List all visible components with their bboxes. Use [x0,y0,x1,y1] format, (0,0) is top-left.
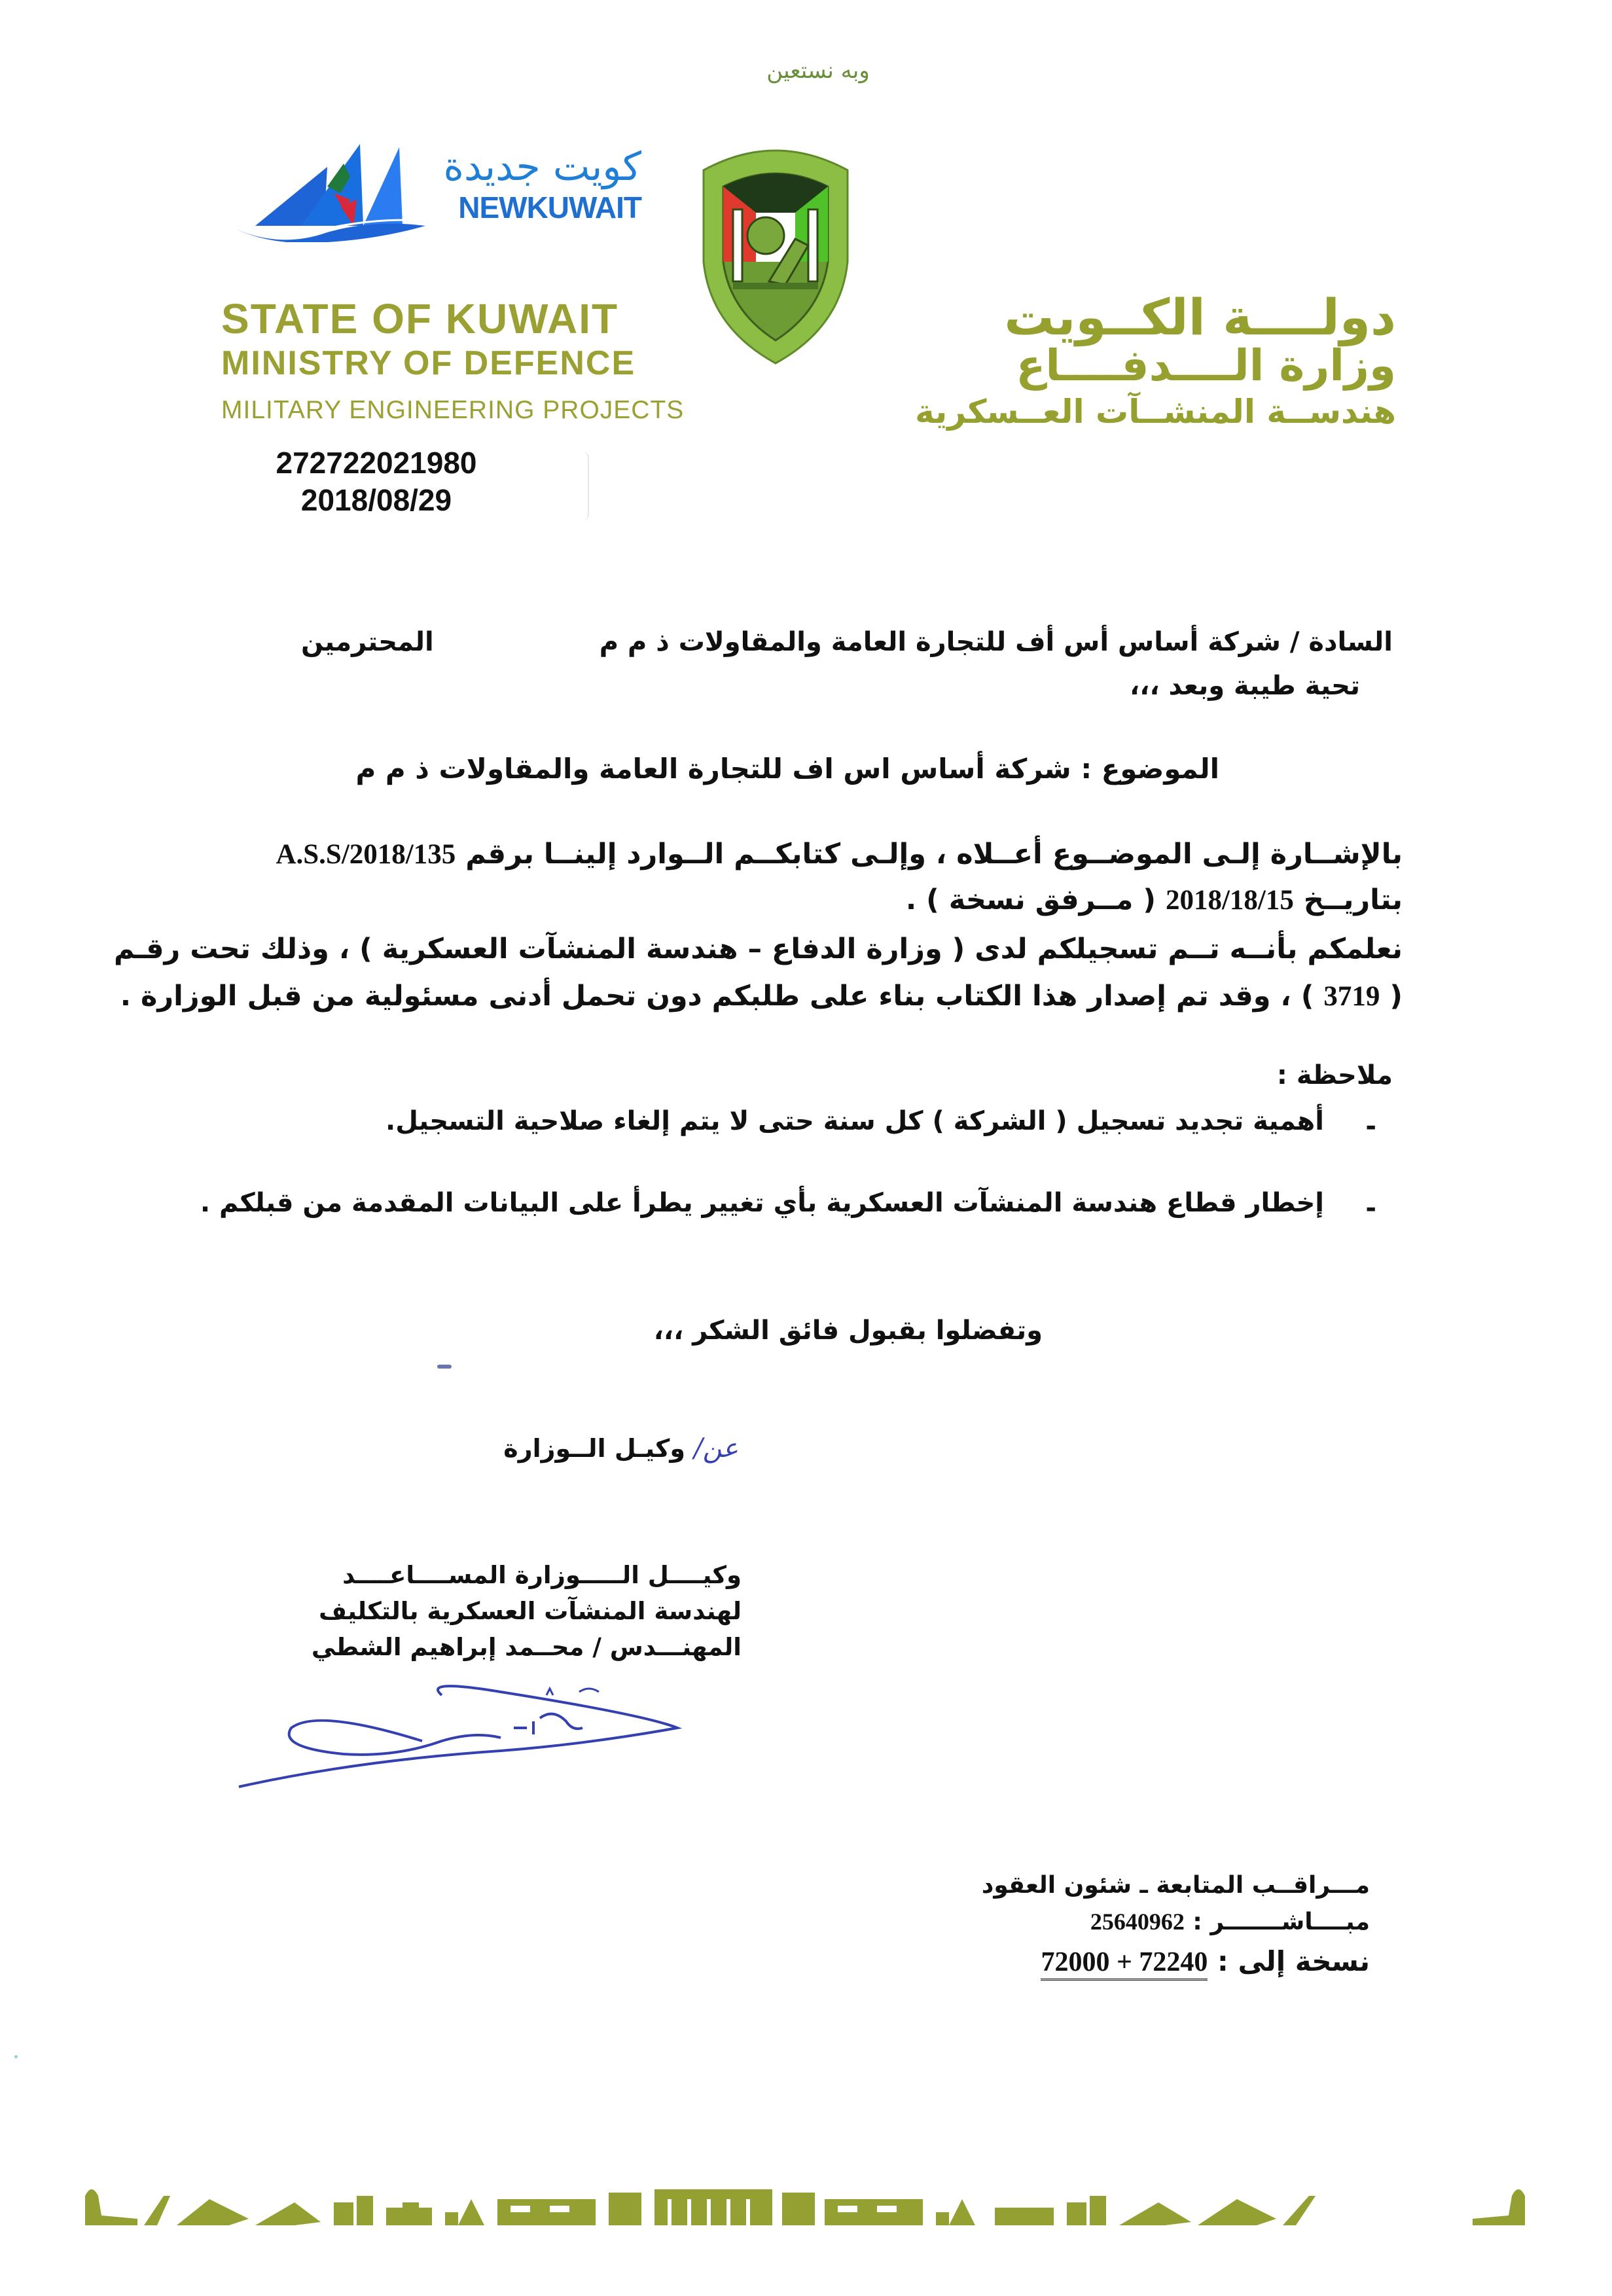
body-line-2-prefix: بتاريــخ [1293,884,1403,916]
follow-up-office: مـــراقــب المتابعة ـ شئون العقود [981,1872,1370,1899]
construction-silhouettes-strip-icon [79,2183,1538,2229]
respect-salutation: المحترمين [301,627,434,657]
note-item [385,1106,1376,1141]
body-line-4-suffix: ) ، وقد تم إصدار هذا الكتاب بناء على طلبكم دون تحمل أدنى مسئولية من قبل الوزارة . [120,980,1324,1013]
assistant-name: المهنـــدس / محــمد إبراهيم الشطي [311,1633,742,1661]
faint-bracket-mark [582,452,589,520]
bullet-dash: - [1365,1193,1376,1223]
direct-label: مبــــاشـــــــر : [1184,1909,1370,1935]
addressee: السادة / شركة أساس أس أف للتجارة العامة والمقاولات ذ م م [599,627,1393,657]
copy-label: نسخة إلى : [1208,1945,1370,1977]
newkuwait-english: NEWKUWAIT [458,190,641,224]
arabic-ministry-title: وزارة الــــدفــــاع [1016,340,1396,391]
body-line-4 [120,980,1403,1013]
military-engineering-shield-icon [697,131,854,367]
on-behalf-handwritten: عن/ [694,1433,738,1463]
body-line-1 [276,838,1403,870]
handwritten-signature-icon [226,1682,684,1793]
arabic-department-title: هندســة المنشــآت العــسكرية [915,393,1396,431]
body-line-3: نعلمكم بأنــه تــم تسجيلكم لدى ( وزارة الدفاع – هندسة المنشآت العسكرية ) ، وذلك تحت رقـم [113,933,1403,965]
greeting: تحية طيبة وبعد ،،، [1130,671,1360,701]
undersecretary-title: وكيـل الــوزارة [503,1434,685,1463]
incoming-reference: A.S.S/2018/135 [276,839,456,870]
assistant-department: لهندسة المنشآت العسكرية بالتكليف [318,1597,742,1625]
reference-date: 2018/08/29 [300,483,452,517]
arabic-state-title: دولــــة الكــويت [1004,288,1396,346]
note-title: ملاحظة : [1276,1060,1393,1090]
direct-number: 25640962 [1090,1909,1185,1935]
note-item-text: إخطار قطاع هندسة المنشآت العسكرية بأي تغيير يطرأ على البيانات المقدمة من قبلكم . [200,1188,1324,1218]
copy-numbers: 72000 + 72240 [1041,1947,1208,1981]
scan-speck [14,2055,18,2058]
body-line-1-text: بالإشــارة إلـى الموضــوع أعــلاه ، وإلـى كتابكــم الــوارد إلينــا برقم [456,838,1403,870]
closing-line: وتفضلوا بقبول فائق الشكر ،،، [653,1316,1043,1346]
english-ministry-title: MINISTRY OF DEFENCE [221,344,636,382]
reference-number: 272722021980 [276,446,477,480]
signatory-title [503,1433,738,1463]
english-department-title: MILITARY ENGINEERING PROJECTS [221,396,685,424]
note-item-text: أهمية تجديد تسجيل ( الشركة ) كل سنة حتى لا يتم إلغاء صلاحية التسجيل. [385,1106,1324,1136]
basmala: وبه نستعين [766,58,870,84]
assistant-undersecretary-title: وكيــــل الـــــوزارة المســــاعــــد [342,1561,742,1589]
bullet-dash: - [1365,1111,1376,1141]
body-line-2 [906,884,1403,916]
subject-line: الموضوع : شركة أساس اس اف للتجارة العامة والمقاولات ذ م م [355,753,1219,785]
incoming-date: 2018/18/15 [1165,885,1294,916]
direct-phone [1090,1908,1370,1935]
note-item [200,1188,1376,1223]
copy-to [1041,1945,1370,1978]
body-line-2-suffix: ( مــرفق نسخة ) . [905,884,1166,916]
ink-speck [437,1365,452,1369]
registration-number: 3719 [1323,981,1380,1012]
english-state-title: STATE OF KUWAIT [221,295,619,342]
dhow-sail-icon [229,128,432,242]
newkuwait-arabic: كويت جديدة [443,144,641,190]
body-line-4-prefix: ( [1380,980,1403,1013]
